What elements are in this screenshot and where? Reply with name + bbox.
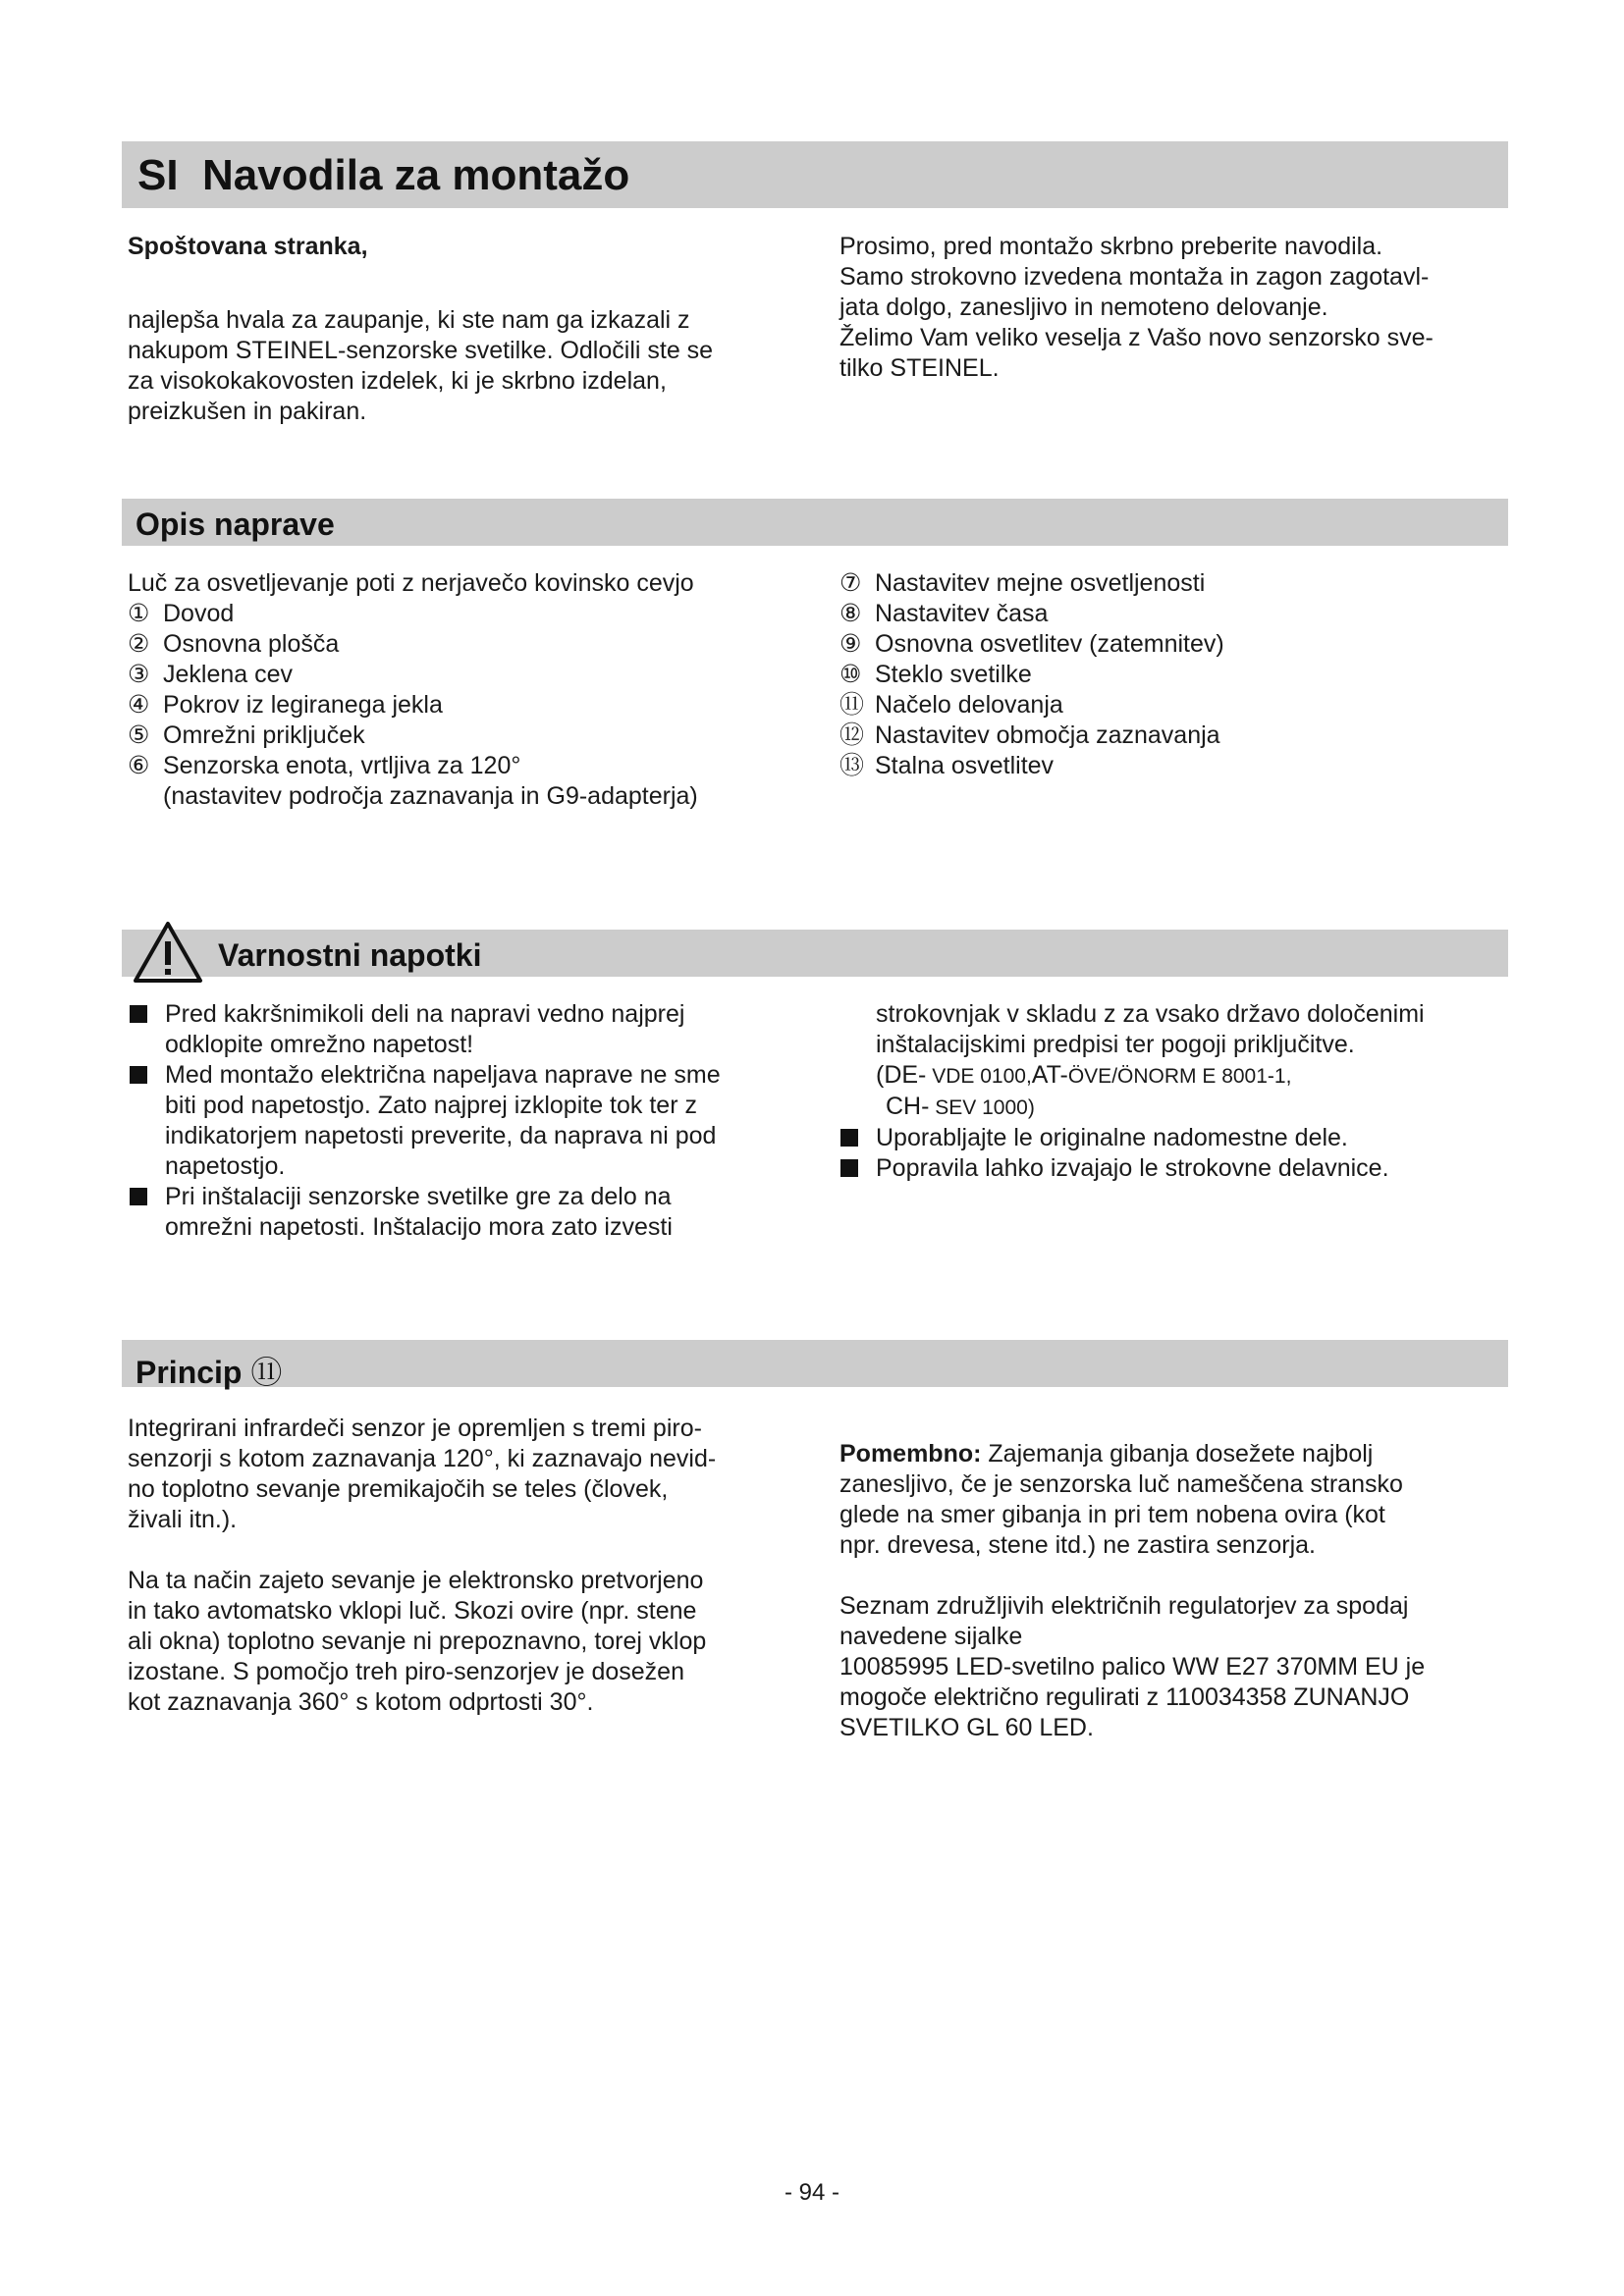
principle-heading-text: Princip bbox=[135, 1355, 243, 1390]
important-text: Zajemanja gibanja dosežete najbolj bbox=[981, 1440, 1374, 1468]
item-number: ⑫ bbox=[839, 721, 865, 749]
safety-bullet bbox=[126, 1182, 813, 1243]
item-label: Pokrov iz legiranega jekla bbox=[163, 691, 443, 719]
principle-line: živali itn.). bbox=[128, 1506, 238, 1533]
item-number: ④ bbox=[128, 691, 150, 719]
intro-right-line: tilko STEINEL. bbox=[839, 354, 1000, 382]
device-item bbox=[839, 721, 1517, 751]
safety-bullet bbox=[837, 1123, 1524, 1153]
device-item bbox=[128, 751, 835, 781]
device-section-bar bbox=[122, 499, 1508, 546]
device-item-cont: (nastavitev področja zaznavanja in G9-adapterja) bbox=[163, 782, 698, 810]
item-number: ⑪ bbox=[839, 691, 865, 719]
bullet-line: inštalacijskimi predpisi ter pogoji priključitve. bbox=[876, 1031, 1355, 1058]
item-number: ⑦ bbox=[839, 569, 862, 597]
device-heading: Opis naprave bbox=[135, 507, 335, 542]
important-note bbox=[839, 1439, 1517, 1469]
device-left bbox=[128, 568, 835, 812]
item-number: ② bbox=[128, 630, 150, 658]
device-right bbox=[839, 568, 1517, 781]
intro-left-line: najlepša hvala za zaupanje, ki ste nam ga izkazali z bbox=[128, 306, 690, 334]
item-number: ⑩ bbox=[839, 661, 862, 688]
bullet-line: indikatorjem napetosti preverite, da naprava ni pod bbox=[165, 1122, 717, 1149]
dimmer-line: 10085995 LED-svetilno palico WW E27 370MM EU je bbox=[839, 1653, 1426, 1681]
intro-right-line: jata dolgo, zanesljivo in nemoteno delovanje. bbox=[839, 294, 1328, 321]
safety-section-bar bbox=[122, 930, 1508, 977]
item-label: Osnovna osvetlitev (zatemnitev) bbox=[875, 630, 1224, 658]
device-item bbox=[128, 629, 835, 660]
principle-line: izostane. S pomočjo treh piro-senzorjev je dosežen bbox=[128, 1658, 684, 1685]
principle-section-bar bbox=[122, 1340, 1508, 1390]
bullet-line: biti pod napetostjo. Zato najprej izklopite tok ter z bbox=[165, 1092, 697, 1119]
intro-left bbox=[128, 232, 815, 427]
dimmer-line: Seznam združljivih električnih regulatorjev za spodaj bbox=[839, 1592, 1409, 1620]
bullet-line: Pred kakršnimikoli deli na napravi vedno najprej bbox=[165, 1000, 685, 1028]
principle-line: Na ta način zajeto sevanje je elektronsko pretvorjeno bbox=[128, 1567, 704, 1594]
device-item bbox=[128, 660, 835, 690]
item-label: Jeklena cev bbox=[163, 661, 294, 688]
safety-heading: Varnostni napotki bbox=[218, 937, 482, 973]
page-title bbox=[137, 151, 629, 200]
safety-bullet-cont bbox=[837, 999, 1524, 1123]
standards-line bbox=[876, 1092, 1524, 1123]
intro-left-line: nakupom STEINEL-senzorske svetilke. Odločili ste se bbox=[128, 337, 714, 364]
bullet-square-icon bbox=[130, 1188, 147, 1205]
bullet-square-icon bbox=[840, 1159, 858, 1177]
device-item bbox=[128, 721, 835, 751]
bullet-square-icon bbox=[130, 1005, 147, 1023]
standards-line bbox=[876, 1060, 1524, 1092]
principle-heading bbox=[135, 1348, 282, 1393]
principle-line: kot zaznavanja 360° s kotom odprtosti 30°. bbox=[128, 1688, 594, 1716]
item-number: ③ bbox=[128, 661, 150, 688]
intro-right-line: Samo strokovno izvedena montaža in zagon zagotavl- bbox=[839, 263, 1430, 291]
safety-right bbox=[837, 999, 1524, 1184]
item-number: ⑤ bbox=[128, 721, 150, 749]
item-number: ⑥ bbox=[128, 752, 150, 779]
important-line: glede na smer gibanja in pri tem nobena ovira (kot bbox=[839, 1501, 1385, 1528]
language-code: SI bbox=[137, 151, 179, 199]
item-label: Omrežni priključek bbox=[163, 721, 365, 749]
principle-left bbox=[128, 1414, 815, 1718]
device-item bbox=[839, 690, 1517, 721]
bullet-line: odklopite omrežno napetost! bbox=[165, 1031, 474, 1058]
device-item bbox=[128, 599, 835, 629]
standard-at-value: ÖVE/ÖNORM E 8001-1, bbox=[1067, 1065, 1292, 1088]
item-number: ⑧ bbox=[839, 600, 862, 627]
principle-line: no toplotno sevanje premikajočih se teles (človek, bbox=[128, 1475, 669, 1503]
bullet-square-icon bbox=[840, 1129, 858, 1147]
bullet-line: Med montažo električna napeljava naprave ne sme bbox=[165, 1061, 721, 1089]
standard-ch-label: CH- bbox=[886, 1093, 930, 1120]
intro-left-line: za visokokakovosten izdelek, ki je skrbno izdelan, bbox=[128, 367, 667, 395]
safety-bullet bbox=[126, 999, 813, 1060]
device-item bbox=[839, 751, 1517, 781]
principle-line: Integrirani infrardeči senzor je opremljen s tremi piro- bbox=[128, 1415, 702, 1442]
item-label: Načelo delovanja bbox=[875, 691, 1063, 719]
item-number: ① bbox=[128, 600, 150, 627]
principle-line: senzorji s kotom zaznavanja 120°, ki zaznavajo nevid- bbox=[128, 1445, 717, 1472]
title-bar bbox=[122, 141, 1508, 208]
safety-left bbox=[126, 999, 813, 1243]
bullet-line: strokovnjak v skladu z za vsako državo določenimi bbox=[876, 1000, 1425, 1028]
item-label: Steklo svetilke bbox=[875, 661, 1032, 688]
principle-line: in tako avtomatsko vklopi luč. Skozi ovire (npr. stene bbox=[128, 1597, 697, 1625]
safety-bullet bbox=[126, 1060, 813, 1182]
principle-line: ali okna) toplotno sevanje ni prepoznavno, torej vklop bbox=[128, 1628, 707, 1655]
bullet-square-icon bbox=[130, 1066, 147, 1084]
device-item bbox=[128, 690, 835, 721]
intro-right-line: Prosimo, pred montažo skrbno preberite navodila. bbox=[839, 233, 1383, 260]
principle-heading-ref: ⑪ bbox=[250, 1355, 283, 1390]
standard-de-value: VDE 0100, bbox=[926, 1065, 1032, 1088]
standard-at-label: AT- bbox=[1031, 1061, 1068, 1089]
dimmer-line: SVETILKO GL 60 LED. bbox=[839, 1714, 1094, 1741]
important-label: Pomembno: bbox=[839, 1440, 982, 1468]
dimmer-line: mogoče električno regulirati z 110034358 ZUNANJO bbox=[839, 1683, 1410, 1711]
warning-triangle-icon bbox=[132, 920, 204, 985]
item-label: Stalna osvetlitev bbox=[875, 752, 1055, 779]
item-label: Nastavitev mejne osvetljenosti bbox=[875, 569, 1206, 597]
bullet-line: Popravila lahko izvajajo le strokovne delavnice. bbox=[876, 1154, 1389, 1182]
bullet-line: omrežni napetosti. Inštalacijo mora zato izvesti bbox=[165, 1213, 673, 1241]
bullet-line: napetostjo. bbox=[165, 1152, 286, 1180]
greeting: Spoštovana stranka, bbox=[128, 233, 368, 260]
important-line: npr. drevesa, stene itd.) ne zastira senzorja. bbox=[839, 1531, 1316, 1559]
principle-right bbox=[839, 1439, 1517, 1743]
item-label: Dovod bbox=[163, 600, 235, 627]
intro-right bbox=[839, 232, 1517, 384]
bullet-line: Pri inštalaciji senzorske svetilke gre za delo na bbox=[165, 1183, 672, 1210]
device-item bbox=[839, 629, 1517, 660]
item-label: Senzorska enota, vrtljiva za 120° bbox=[163, 752, 521, 779]
device-item bbox=[839, 568, 1517, 599]
bullet-line: Uporabljajte le originalne nadomestne dele. bbox=[876, 1124, 1348, 1151]
standard-ch-value: SEV 1000) bbox=[929, 1096, 1035, 1119]
intro-right-line: Želimo Vam veliko veselja z Vašo novo senzorsko sve- bbox=[839, 324, 1434, 351]
dimmer-line: navedene sijalke bbox=[839, 1623, 1023, 1650]
item-label: Nastavitev območja zaznavanja bbox=[875, 721, 1220, 749]
page-number: - 94 - bbox=[784, 2179, 839, 2206]
item-label: Nastavitev časa bbox=[875, 600, 1049, 627]
item-label: Osnovna plošča bbox=[163, 630, 340, 658]
safety-bullet bbox=[837, 1153, 1524, 1184]
intro-left-line: preizkušen in pakiran. bbox=[128, 398, 367, 425]
important-line: zanesljivo, če je senzorska luč nameščena stransko bbox=[839, 1470, 1403, 1498]
device-intro: Luč za osvetljevanje poti z nerjavečo kovinsko cevjo bbox=[128, 569, 694, 597]
standard-de-label: (DE- bbox=[876, 1061, 927, 1089]
item-number: ⑨ bbox=[839, 630, 862, 658]
title-text: Navodila za montažo bbox=[202, 151, 630, 199]
device-item bbox=[839, 599, 1517, 629]
item-number: ⑬ bbox=[839, 752, 865, 779]
device-item bbox=[839, 660, 1517, 690]
